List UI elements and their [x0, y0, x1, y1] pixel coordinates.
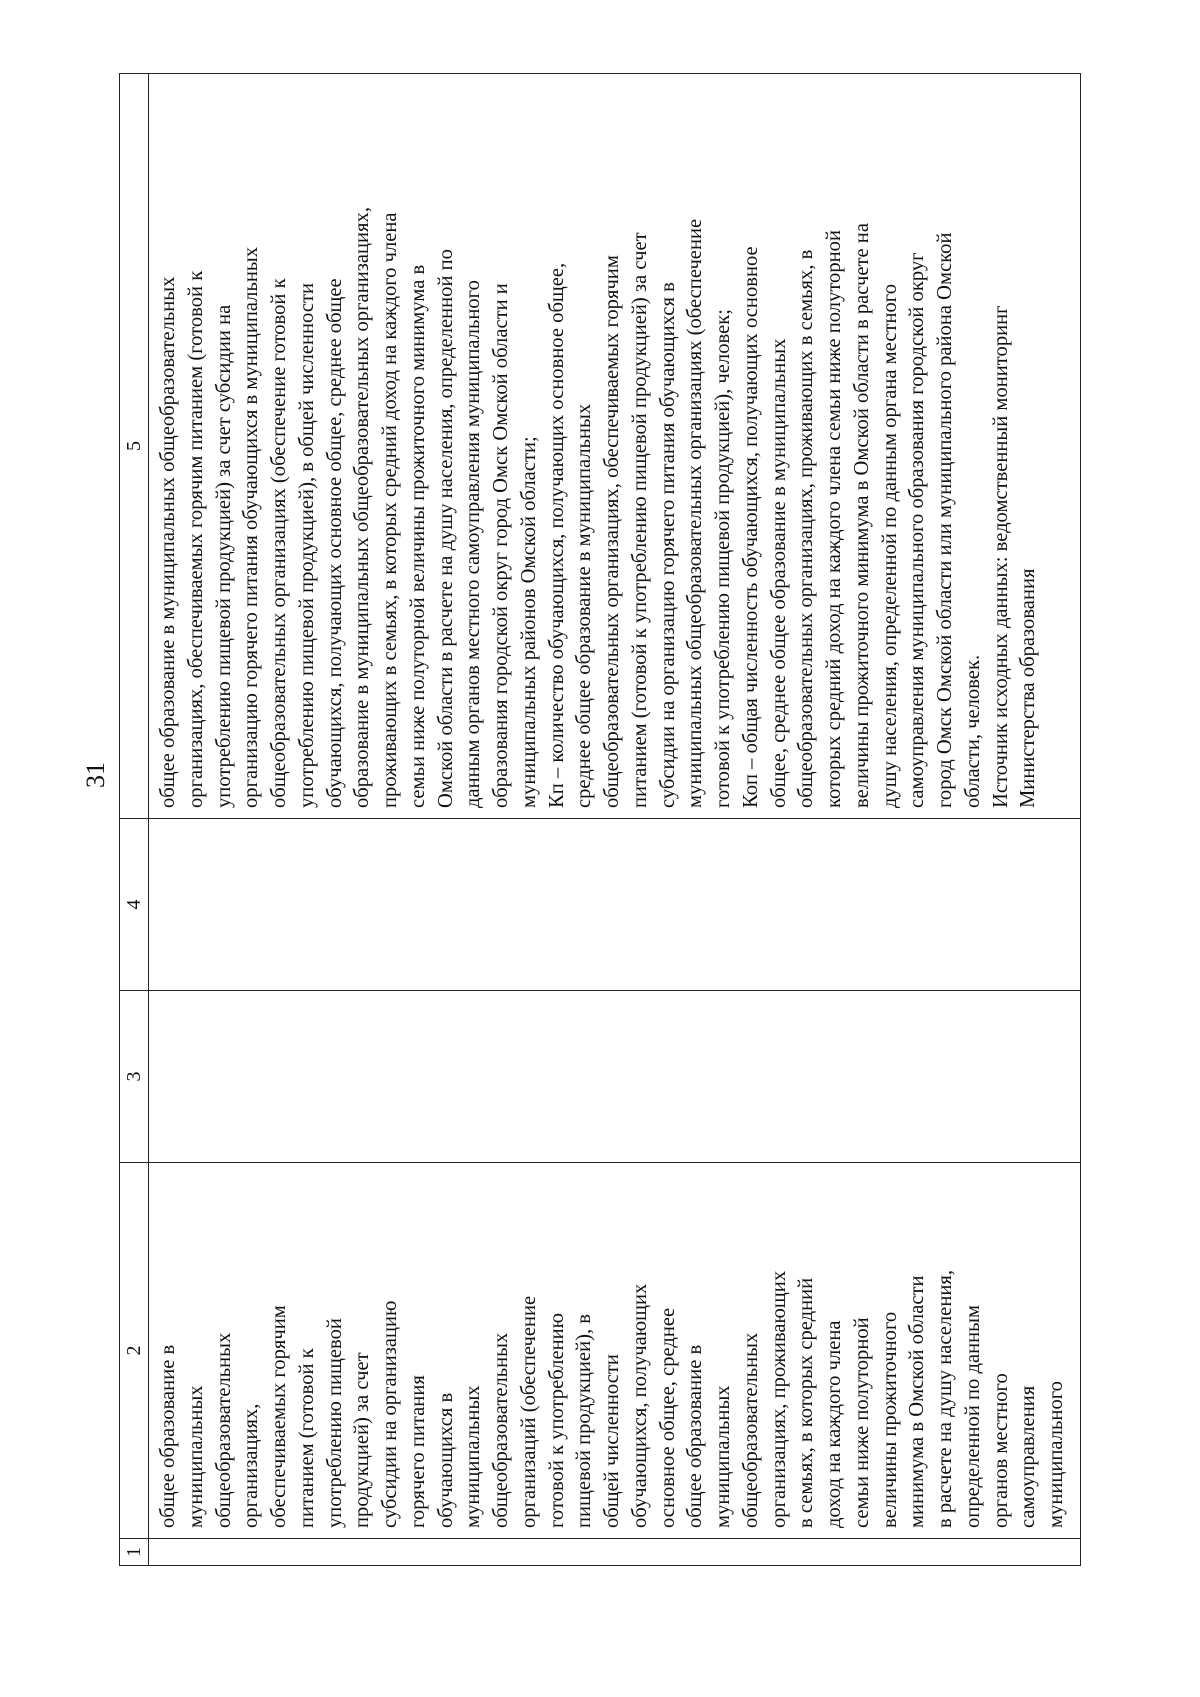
cell-line: пищевой продукцией), в [573, 1314, 596, 1528]
cell-line: общее образование в [157, 1344, 179, 1528]
cell-line: основное общее, среднее [656, 1307, 679, 1528]
cell-line: обучающихся, получающих основное общее, среднее общее [323, 278, 346, 808]
rotated-table-wrapper [119, 74, 1081, 1566]
cell-line: величины прожиточного [878, 1311, 901, 1528]
cell-line: Министерства образования [1017, 568, 1040, 808]
cell-line: общеобразовательных организациях, проживающих в семьях, в [795, 249, 818, 808]
cell-line: органов местного [989, 1373, 1012, 1528]
cell-line: общей численности [601, 1354, 623, 1528]
cell-line: организацию горячего питания обучающихся в муниципальных [240, 246, 263, 808]
cell-col-1 [149, 1539, 1081, 1566]
cell-line: определенной по данным [961, 1304, 984, 1528]
indicator-table [119, 73, 1081, 1566]
cell-line: семьи ниже полуторной [850, 1317, 873, 1528]
cell-line: муниципальных общеобразовательных организациях (обеспечение [684, 218, 707, 808]
cell-line: организаций (обеспечение [517, 1295, 540, 1528]
cell-line: в расчете на душу населения, [934, 1270, 956, 1528]
cell-line: общее, среднее общее образование в муниципальных [767, 338, 790, 808]
table-header-row [120, 74, 149, 1566]
cell-line: общеобразовательных [739, 1332, 762, 1528]
col-header-3: 3 [120, 991, 149, 1163]
cell-line: употреблению пищевой продукцией), в общей численности [295, 283, 318, 808]
cell-line: проживающих в семьях, в которых средний доход на каждого члена [379, 212, 401, 808]
cell-col-3 [149, 991, 1081, 1163]
cell-line: образования городской округ город Омск Омской области и [490, 283, 512, 808]
cell-col-2 [149, 1163, 1081, 1539]
cell-line: самоуправления [1017, 1385, 1040, 1528]
cell-line: общеобразовательных организациях, обеспечиваемых горячим [601, 255, 623, 808]
cell-line: образование в муниципальных общеобразовательных организациях, [351, 207, 374, 808]
cell-line: питанием (готовой к употреблению пищевой продукцией) за счет [628, 232, 651, 808]
cell-line: минимума в Омской области [906, 1275, 929, 1528]
cell-line: употреблению пищевой [323, 1318, 346, 1528]
cell-line: муниципальных [184, 1385, 207, 1528]
cell-line: муниципальных районов Омской области; [517, 436, 540, 808]
cell-line: употреблению пищевой продукцией) за счет субсидии на [212, 304, 235, 808]
col-header-4: 4 [120, 819, 149, 991]
cell-line: среднее общее образование в муниципальных [573, 403, 596, 808]
cell-line: Омской области в расчете на душу населения, определенной по [434, 249, 457, 808]
cell-line: горячего питания [406, 1375, 429, 1528]
cell-line: в семьях, в которых средний [795, 1277, 818, 1528]
cell-line: субсидии на организацию [379, 1300, 401, 1528]
cell-col-4 [149, 819, 1081, 991]
cell-line: организациях, проживающих [767, 1270, 790, 1528]
cell-line: доход на каждого члена [823, 1320, 845, 1528]
cell-line: области, человек. [961, 654, 984, 808]
cell-line: готовой к употреблению пищевой продукцией), человек; [712, 309, 734, 808]
cell-line: самоуправления муниципального образования городской округ [906, 252, 929, 808]
cell-line: Источник исходных данных: ведомственный мониторинг [989, 305, 1012, 808]
cell-line: общее образование в муниципальных общеобразовательных [157, 276, 179, 808]
col-header-5: 5 [120, 74, 149, 819]
col-header-1: 1 [120, 1539, 149, 1566]
col-header-2: 2 [120, 1163, 149, 1539]
cell-line: организациях, обеспечиваемых горячим питанием (готовой к [184, 270, 207, 808]
cell-line: общеобразовательных организациях (обеспечение готовой к [268, 278, 290, 808]
cell-line: муниципальных [712, 1385, 734, 1528]
cell-line: обучающихся в [434, 1392, 457, 1528]
cell-line: обучающихся, получающих [628, 1283, 651, 1528]
cell-line: величины прожиточного минимума в Омской области в расчете на [850, 223, 873, 808]
cell-line: которых средний доход на каждого члена семьи ниже полуторной [823, 230, 845, 808]
cell-line: муниципальных [462, 1385, 485, 1528]
cell-line: муниципального [1045, 1381, 1067, 1528]
cell-line: город Омск Омской области или муниципального района Омской [934, 232, 956, 808]
cell-line: готовой к употреблению [545, 1312, 568, 1528]
cell-line: Кп – количество обучающихся, получающих основное общее, [545, 262, 568, 808]
cell-line: Коп – общая численность обучающихся, получающих основное [739, 246, 762, 808]
page-number-text: 31 [81, 762, 110, 788]
cell-line: душу населения, определенной по данным органа местного [878, 283, 901, 808]
cell-line: продукцией) за счет [351, 1352, 374, 1528]
cell-line: питанием (готовой к [295, 1348, 318, 1528]
cell-line: семьи ниже полуторной величины прожиточного минимума в [406, 264, 429, 808]
cell-line: общее образование в [684, 1344, 707, 1528]
cell-col-5 [149, 74, 1081, 819]
cell-line: обеспечиваемых горячим [268, 1305, 290, 1528]
table-row [149, 74, 1081, 1566]
cell-line: общеобразовательных [490, 1332, 512, 1528]
cell-line: данным органов местного самоуправления муниципального [462, 280, 485, 808]
cell-line: субсидии на организацию горячего питания обучающихся в [656, 282, 679, 808]
cell-line: организациях, [240, 1403, 263, 1528]
cell-line: общеобразовательных [212, 1332, 235, 1528]
